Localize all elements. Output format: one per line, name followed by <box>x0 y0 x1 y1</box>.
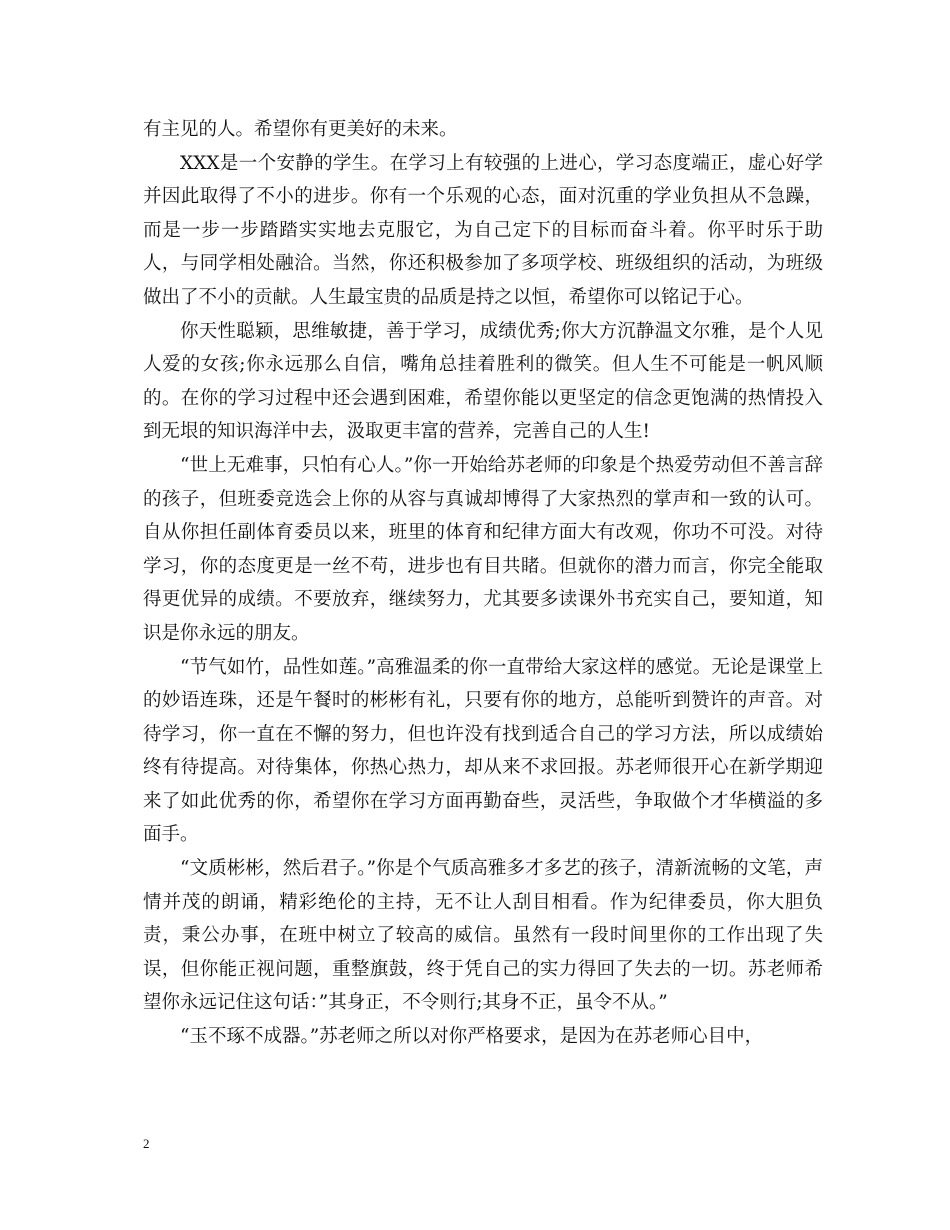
document-body <box>143 113 823 1054</box>
page-number: 2 <box>143 1136 150 1151</box>
paragraph-nothing-is-difficult: “世上无难事，只怕有心人。”你一开始给苏老师的印象是个热爱劳动但不善言辞的孩子，但班委竞选会上你的从容与真诚却博得了大家热烈的掌声和一致的认可。自从你担任副体育委员以来，班里的体育和纪律方面大有改观，你功不可没。对待学习，你的态度更是一丝不苟，进步也有目共睹。但就你的潜力而言，你完全能取得更优异的成绩。不要放弃，继续努力，尤其要多读课外书充实自己，要知道，知识是你永远的朋友。 <box>143 454 823 644</box>
paragraph-jade-uncut: “玉不琢不成器。”苏老师之所以对你严格要求，是因为在苏老师心目中， <box>180 1026 764 1048</box>
paragraph-clever-girl: 你天性聪颖，思维敏捷，善于学习，成绩优秀;你大方沉静温文尔雅，是个人见人爱的女孩;你永远那么自信，嘴角总挂着胜利的微笑。但人生不可能是一帆风顺的。在你的学习过程中还会遇到困难，希望你能以更坚定的信念更饱满的热情投入到无垠的知识海洋中去，汲取更丰富的营养，完善自己的人生! <box>143 320 823 443</box>
paragraph-bamboo-lotus: “节气如竹，品性如莲。”高雅温柔的你一直带给大家这样的感觉。无论是课堂上的妙语连珠，还是午餐时的彬彬有礼，只要有你的地方，总能听到赞许的声音。对待学习，你一直在不懈的努力，但也许没有找到适合自己的学习方法，所以成绩始终有待提高。对待集体，你热心热力，却从来不求回报。苏老师很开心在新学期迎来了如此优秀的你，希望你在学习方面再勤奋些，灵活些，争取做个才华横溢的多面手。 <box>143 656 823 846</box>
paragraph-xxx-quiet-student: XXX是一个安静的学生。在学习上有较强的上进心，学习态度端正，虚心好学并因此取得了不小的进步。你有一个乐观的心态，面对沉重的学业负担从不急躁，而是一步一步踏踏实实地去克服它，为自己定下的目标而奋斗着。你平时乐于助人，与同学相处融洽。当然，你还积极参加了多项学校、班级组织的活动，为班级做出了不小的贡献。人生最宝贵的品质是持之以恒，希望你可以铭记于心。 <box>143 152 823 308</box>
paragraph-continuation: 有主见的人。希望你有更美好的未来。 <box>143 119 458 140</box>
paragraph-gentleman: “文质彬彬，然后君子。”你是个气质高雅多才多艺的孩子，清新流畅的文笔，声情并茂的朗诵，精彩绝伦的主持，无不让人刮目相看。作为纪律委员，你大胆负责，秉公办事，在班中树立了较高的威信。虽然有一段时间里你的工作出现了失误，但你能正视问题，重整旗鼓，终于凭自己的实力得回了失去的一切。苏老师希望你永远记住这句话：”其身正，不令则行;其身不正，虽令不从。” <box>143 858 823 1014</box>
